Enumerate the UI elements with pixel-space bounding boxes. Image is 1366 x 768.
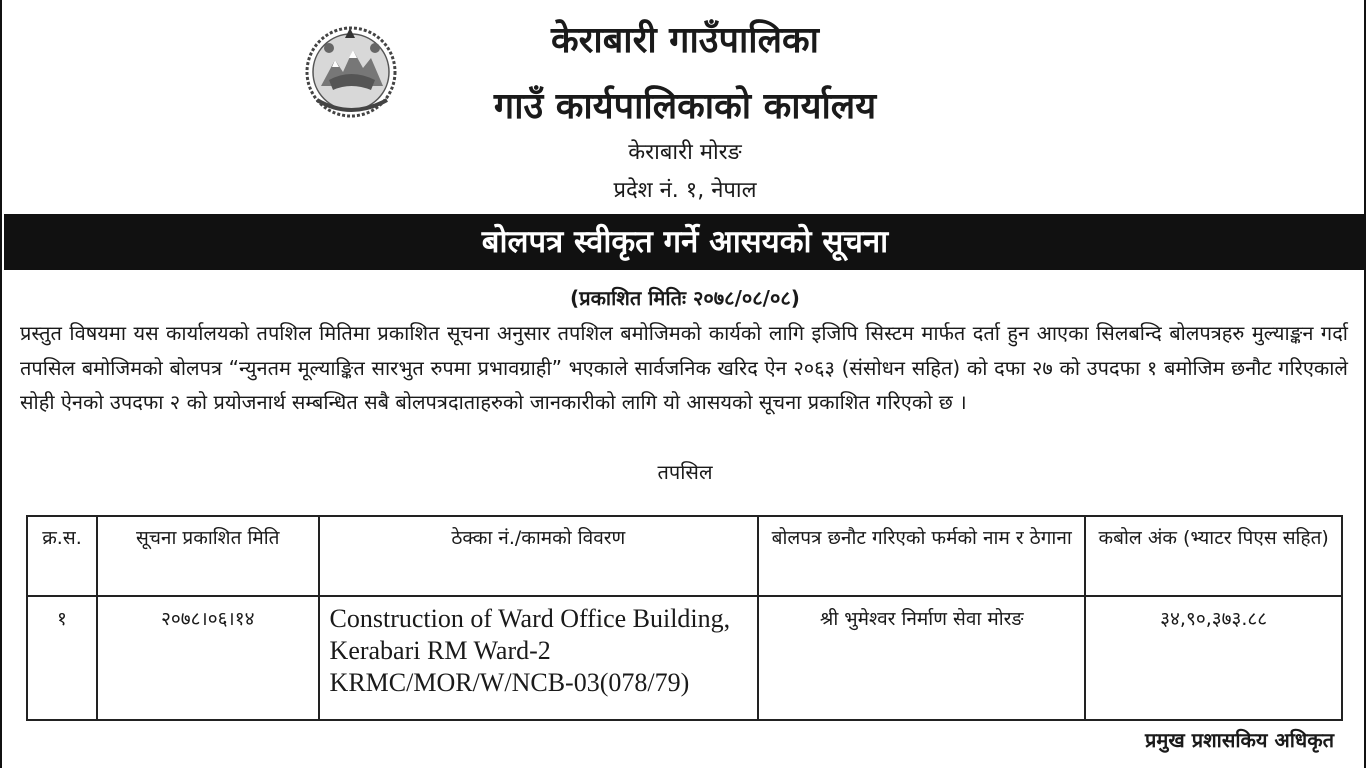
header-publish-date: सूचना प्रकाशित मिति	[97, 516, 319, 596]
office-location: केराबारी मोरङ	[628, 140, 742, 165]
signatory-title: प्रमुख प्रशासकिय अधिकृत	[1145, 728, 1334, 752]
notice-body: प्रस्तुत विषयमा यस कार्यालयको तपशिल मितिमा प्रकाशित सूचना अनुसार तपशिल बमोजिमको कार्यको लागि इजिपि सिस्टम मार्फत दर्ता हुन आएका सिलबन्दि बोलपत्रहरु मुल्याङ्कन गर्दा तपसिल बमोजिमको बोलपत्र “न्युनतम मूल्याङ्कित सारभुत रुपमा प्रभावग्राही” भएकाले सार्वजनिक खरिद ऐन २०६३ (संसोधन सहित) को दफा २७ को उपदफा १ बमोजिम छनौट गरिएकाले सोही ऐनको उपदफा २ को प्रयोजनार्थ सम्बन्धित सबै बोलपत्रदाताहरुको जानकारीको लागि यो आसयको सूचना प्रकाशित गरिएको छ ।	[20, 321, 1348, 414]
header-bid-amount: कबोल अंक (भ्याटर पिएस सहित)	[1085, 516, 1342, 596]
cell-bid-amount: ३४,९०,३७३.८८	[1085, 596, 1342, 720]
municipality-name: केराबारी गाउँपालिका	[551, 20, 819, 61]
cell-serial-number: १	[27, 596, 97, 720]
province-name: प्रदेश नं. १, नेपाल	[613, 178, 757, 203]
header-contract-description: ठेक्का नं./कामको विवरण	[319, 516, 759, 596]
cell-publish-date: २०७८।०६।१४	[97, 596, 319, 720]
office-name: गाउँ कार्यपालिकाको कार्यालय	[493, 86, 877, 127]
table-row	[27, 596, 1342, 720]
award-details-table	[26, 515, 1343, 721]
header-serial-number: क्र.स.	[27, 516, 97, 596]
cell-contract-description: Construction of Ward Office Building, Kerabari RM Ward-2 KRMC/MOR/W/NCB-03(078/79)	[319, 596, 759, 720]
notice-title: बोलपत्र स्वीकृत गर्ने आसयको सूचना	[4, 214, 1366, 270]
details-heading: तपसिल	[657, 460, 713, 484]
header-selected-firm: बोलपत्र छनौट गरिएको फर्मको नाम र ठेगाना	[758, 516, 1085, 596]
published-date: (प्रकाशित मितिः २०७८/०८/०८)	[570, 286, 800, 310]
table-header-row	[27, 516, 1342, 596]
cell-selected-firm: श्री भुमेश्वर निर्माण सेवा मोरङ	[758, 596, 1085, 720]
